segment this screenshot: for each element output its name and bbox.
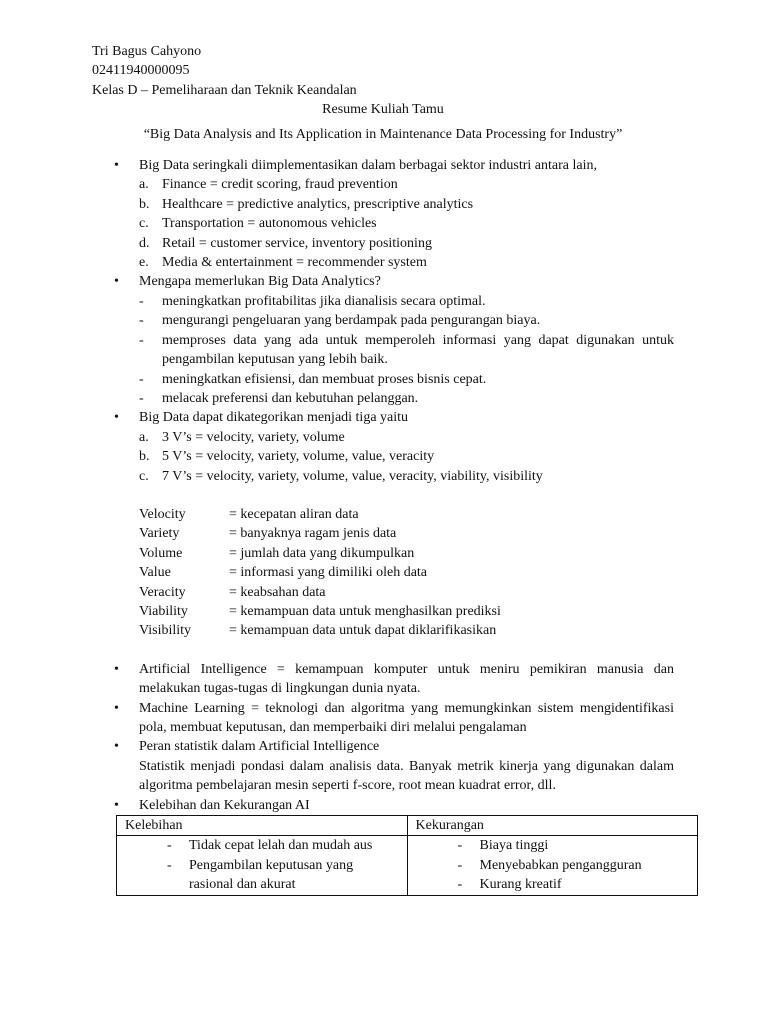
author-name: Tri Bagus Cahyono	[92, 44, 202, 59]
list-item: - Biaya tinggi	[457, 838, 549, 854]
list-item: b. Healthcare = predictive analytics, prescriptive analytics	[139, 196, 474, 212]
definition-row: Value = informasi yang dimiliki oleh data	[139, 565, 428, 581]
sector-list	[139, 175, 674, 272]
reason-list	[139, 292, 674, 408]
pros-cell	[117, 836, 408, 895]
list-item: - Menyebabkan pengangguran	[457, 857, 642, 873]
list-item: - mengurangi pengeluaran yang berdampak pada pengurangan biaya.	[139, 313, 541, 329]
definition-row: Velocity = kecepatan aliran data	[139, 506, 359, 522]
student-id: 02411940000095	[92, 63, 190, 79]
bullet-big-data-categories	[92, 408, 674, 640]
table-header-cons: Kekurangan	[407, 816, 698, 836]
bullet-text: Peran statistik dalam Artificial Intelligence	[139, 739, 380, 755]
list-item: - Tidak cepat lelah dan mudah aus	[167, 838, 373, 854]
definition-row: Visibility = kemampuan data untuk dapat diklarifikasikan	[139, 623, 497, 639]
list-item: c. 7 V’s = velocity, variety, volume, value, veracity, viability, visibility	[139, 468, 543, 484]
definition-row: Veracity = keabsahan data	[139, 584, 326, 600]
list-item: - melacak preferensi dan kebutuhan pelanggan.	[139, 390, 419, 406]
definition-row: Volume = jumlah data yang dikumpulkan	[139, 545, 415, 561]
list-item: - Pengambilan keputusan yang rasional dan akurat	[167, 857, 354, 893]
list-item: a. 3 V’s = velocity, variety, volume	[139, 429, 345, 445]
bullet-text: Mengapa memerlukan Big Data Analytics?	[139, 274, 381, 290]
main-bullet-list	[92, 156, 674, 815]
statistics-paragraph: Statistik menjadi pondasi dalam analisis data. Banyak metrik kinerja yang digunakan dalam algoritma pembelajaran mesin seperti f-score, root mean kuadrat error, dll.	[139, 758, 674, 794]
bullet-text: Big Data seringkali diimplementasikan dalam berbagai sektor industri antara lain,	[139, 158, 597, 174]
bullet-text: Machine Learning = teknologi dan algoritma yang memungkinkan sistem mengidentifikasi pola, membuat keputusan, dan memperbaiki diri melalui pengalaman	[139, 700, 674, 735]
table-header-pros: Kelebihan	[117, 816, 408, 836]
list-item: a. Finance = credit scoring, fraud prevention	[139, 177, 398, 193]
list-item: d. Retail = customer service, inventory positioning	[139, 235, 432, 251]
category-list	[139, 428, 674, 486]
list-item: - meningkatkan efisiensi, dan membuat proses bisnis cepat.	[139, 371, 487, 387]
document-title: “Big Data Analysis and Its Application in Maintenance Data Processing for Industry”	[143, 126, 623, 142]
pros-cons-table	[116, 815, 698, 896]
list-item: - meningkatkan profitabilitas jika dianalisis secara optimal.	[139, 293, 486, 309]
document-heading: Resume Kuliah Tamu	[322, 102, 444, 118]
document-body	[92, 42, 674, 896]
bullet-text: Kelebihan dan Kekurangan AI	[139, 797, 310, 813]
definition-row: Variety = banyaknya ragam jenis data	[139, 526, 397, 542]
cons-cell	[407, 836, 698, 895]
bullet-text: Big Data dapat dikategorikan menjadi tiga yaitu	[139, 410, 409, 426]
v-definitions	[139, 505, 674, 641]
cons-list	[414, 836, 692, 894]
class-info: Kelas D – Pemeliharaan dan Teknik Keandalan	[92, 82, 357, 98]
bullet-ai-pros-cons	[92, 796, 674, 815]
table-header-row	[117, 816, 698, 836]
bullet-artificial-intelligence	[92, 660, 674, 699]
bullet-statistics-role	[92, 737, 674, 795]
bullet-machine-learning	[92, 699, 674, 738]
bullet-why-big-data	[92, 272, 674, 408]
list-item: c. Transportation = autonomous vehicles	[139, 216, 377, 232]
list-item: e. Media & entertainment = recommender system	[139, 255, 427, 271]
list-item: - Kurang kreatif	[457, 877, 562, 893]
pros-list	[123, 836, 401, 894]
list-item: - memproses data yang ada untuk memperoleh informasi yang dapat digunakan untuk pengambilan keputusan yang lebih baik.	[139, 332, 674, 368]
bullet-text: Artificial Intelligence = kemampuan komputer untuk meniru pemikiran manusia dan melakukan tugas-tugas di lingkungan dunia nyata.	[139, 661, 674, 697]
table-row	[117, 836, 698, 895]
definition-row: Viability = kemampuan data untuk menghasilkan prediksi	[139, 603, 501, 619]
bullet-big-data-sectors	[92, 156, 674, 272]
list-item: b. 5 V’s = velocity, variety, volume, value, veracity	[139, 449, 435, 465]
